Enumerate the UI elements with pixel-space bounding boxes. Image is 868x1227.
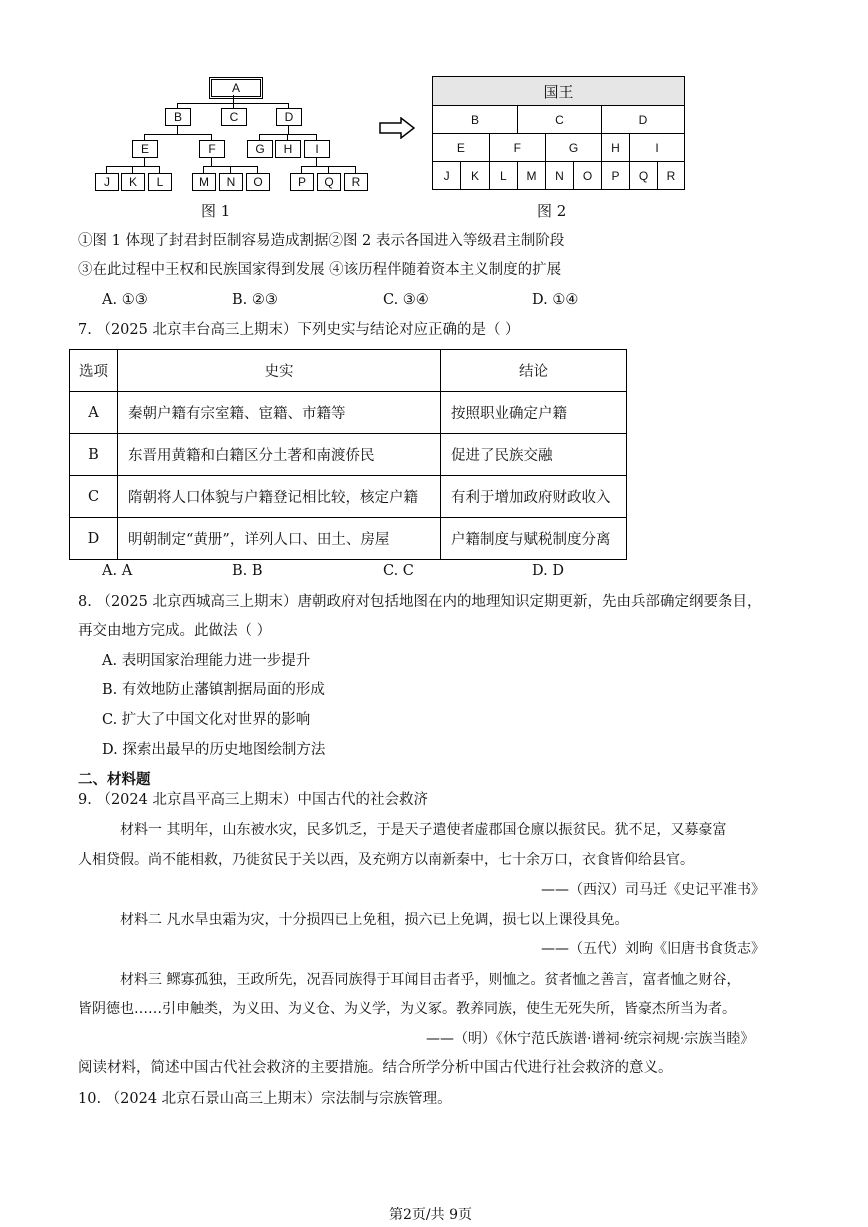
tree-node-p: P	[290, 173, 314, 191]
figure-2-cell: I	[630, 134, 685, 162]
q7-row-conclusion: 户籍制度与赋税制度分离	[441, 518, 627, 560]
figure-2-cell: L	[489, 162, 517, 190]
connector	[203, 166, 204, 173]
tree-node-i: I	[304, 140, 330, 158]
connector	[211, 158, 212, 166]
q6-option-b[interactable]: B. ②③	[232, 292, 278, 308]
q7-option-d[interactable]: D. D	[532, 563, 564, 579]
connector	[257, 166, 258, 173]
connector	[177, 126, 178, 134]
q7-option-b[interactable]: B. B	[232, 563, 263, 579]
q9-material-3-line-1: 材料三 鳏寡孤独，王政所先，况吾同族得于耳闻目击者乎，则恤之。贫者恤之善言，富者恤之财谷，	[120, 972, 741, 988]
q7-row-label: B	[70, 434, 118, 476]
q7-row-label: A	[70, 392, 118, 434]
figure-2-cell: H	[602, 134, 630, 162]
connector	[355, 166, 356, 173]
figure-2-cell: E	[433, 134, 490, 162]
figure-2-cell: J	[433, 162, 461, 190]
connector	[159, 166, 160, 173]
tree-node-n: N	[219, 173, 243, 191]
connector	[106, 166, 107, 173]
figure-2-cell: N	[546, 162, 574, 190]
connector	[144, 158, 145, 166]
q9-material-3-source: ——（明）《休宁范氏族谱·谱祠·统宗祠规·宗族当睦》	[426, 1031, 755, 1047]
q7-row-fact: 隋朝将人口体貌与户籍登记相比较，核定户籍	[118, 476, 441, 518]
q7-header-fact: 史实	[118, 350, 441, 392]
q7-row-fact: 秦朝户籍有宗室籍、宦籍、市籍等	[118, 392, 441, 434]
q6-option-d[interactable]: D. ①④	[532, 292, 579, 308]
q9-task: 阅读材料，简述中国古代社会救济的主要措施。结合所学分析中国古代进行社会救济的意义。	[78, 1060, 673, 1076]
tree-node-e: E	[132, 140, 158, 158]
right-arrow-icon	[379, 117, 415, 139]
figure-2-caption: 图 2	[537, 202, 567, 220]
connector	[233, 95, 234, 103]
table-row	[70, 434, 627, 476]
page-number: 第2页/共 9页	[389, 1207, 472, 1223]
q8-option-c[interactable]: C. 扩大了中国文化对世界的影响	[102, 712, 311, 728]
connector	[230, 166, 231, 173]
figure-2-cell: G	[546, 134, 602, 162]
tree-node-d: D	[276, 108, 302, 126]
connector	[144, 134, 212, 135]
figure-2-cell: R	[658, 162, 685, 190]
q6-statement-2: ③在此过程中王权和民族国家得到发展 ④该历程伴随着资本主义制度的扩展	[78, 262, 562, 278]
q7-row-fact: 明朝制定“黄册”，详列人口、田土、房屋	[118, 518, 441, 560]
tree-node-a: A	[209, 77, 263, 99]
connector	[301, 166, 302, 173]
table-row	[70, 392, 627, 434]
q8-option-b[interactable]: B. 有效地防止藩镇割据局面的形成	[102, 682, 325, 698]
q8-stem-line-1: 8. （2025 北京西城高三上期末）唐朝政府对包括地图在内的地理知识定期更新，先由兵部确定纲要条目，	[78, 594, 762, 610]
connector	[328, 166, 329, 173]
table-row	[70, 518, 627, 560]
figure-2-header: 国王	[433, 77, 685, 106]
q7-row-conclusion: 促进了民族交融	[441, 434, 627, 476]
table-row	[70, 476, 627, 518]
section-2-title: 二、材料题	[78, 771, 151, 788]
q8-option-d[interactable]: D. 探索出最早的历史地图绘制方法	[102, 742, 326, 758]
q7-stem: 7. （2025 北京丰台高三上期末）下列史实与结论对应正确的是（ ）	[78, 322, 520, 338]
figure-2-cell: O	[574, 162, 602, 190]
q6-statement-1: ①图 1 体现了封君封臣制容易造成割据②图 2 表示各国进入等级君主制阶段	[78, 233, 565, 249]
q9-material-1-line-1: 材料一 其明年，山东被水灾，民多饥乏，于是天子遣使者虚郡国仓廪以振贫民。犹不足，又募豪富	[120, 822, 727, 838]
figure-2-cell: P	[602, 162, 630, 190]
figure-2-cell: M	[518, 162, 546, 190]
q8-option-a[interactable]: A. 表明国家治理能力进一步提升	[102, 653, 311, 669]
q7-row-fact: 东晋用黄籍和白籍区分土著和南渡侨民	[118, 434, 441, 476]
figure-2-cell: D	[602, 106, 685, 134]
figure-2-cell: Q	[630, 162, 658, 190]
q7-row-conclusion: 有利于增加政府财政收入	[441, 476, 627, 518]
q7-row-conclusion: 按照职业确定户籍	[441, 392, 627, 434]
figure-2-cell: B	[433, 106, 518, 134]
q6-option-c[interactable]: C. ③④	[383, 292, 429, 308]
tree-node-c: C	[221, 108, 247, 126]
q6-option-a[interactable]: A. ①③	[102, 292, 148, 308]
connector	[259, 134, 317, 135]
connector	[132, 166, 133, 173]
q9-material-2-source: ——（五代）刘昫《旧唐书食货志》	[541, 941, 765, 957]
q7-table	[69, 349, 627, 560]
tree-node-m: M	[192, 173, 216, 191]
q9-stem: 9. （2024 北京昌平高三上期末）中国古代的社会救济	[78, 792, 428, 808]
tree-node-k: K	[121, 173, 145, 191]
tree-node-j: J	[95, 173, 119, 191]
q7-header-option: 选项	[70, 350, 118, 392]
q9-material-2-line-1: 材料二 凡水旱虫霜为灾，十分损四已上免租，损六已上免调，损七以上课役具免。	[120, 912, 629, 928]
figure-2-cell: F	[489, 134, 545, 162]
q10-stem: 10. （2024 北京石景山高三上期末）宗法制与宗族管理。	[78, 1091, 452, 1107]
q9-material-1-source: ——（西汉）司马迁《史记平准书》	[541, 882, 765, 898]
figure-1-caption: 图 1	[201, 202, 231, 220]
q9-material-3-line-2: 皆阴德也……引申触类，为义田、为义仓、为义学，为义冢。教养同族，使生无死失所，皆豪杰所当为者。	[78, 1001, 736, 1017]
q7-option-c[interactable]: C. C	[383, 563, 414, 579]
tree-node-q: Q	[317, 173, 341, 191]
q7-row-label: D	[70, 518, 118, 560]
connector	[316, 158, 317, 166]
figure-2-cell: C	[518, 106, 602, 134]
q8-stem-line-2: 再交由地方完成。此做法（ ）	[78, 623, 272, 639]
tree-node-l: L	[148, 173, 172, 191]
tree-node-b: B	[165, 108, 191, 126]
connector	[288, 126, 289, 134]
q7-header-conclusion: 结论	[441, 350, 627, 392]
q9-material-1-line-2: 人相贷假。尚不能相救，乃徙贫民于关以西，及充朔方以南新秦中，七十余万口，衣食皆仰给县官。	[78, 852, 694, 868]
tree-node-r: R	[344, 173, 368, 191]
tree-node-o: O	[246, 173, 270, 191]
tree-node-h: H	[275, 140, 301, 158]
figure-2-table	[432, 76, 685, 190]
connector	[106, 166, 160, 167]
q7-option-a[interactable]: A. A	[102, 563, 133, 579]
tree-node-g: G	[247, 140, 273, 158]
figure-2-cell: K	[461, 162, 489, 190]
tree-node-f: F	[199, 140, 225, 158]
q7-row-label: C	[70, 476, 118, 518]
